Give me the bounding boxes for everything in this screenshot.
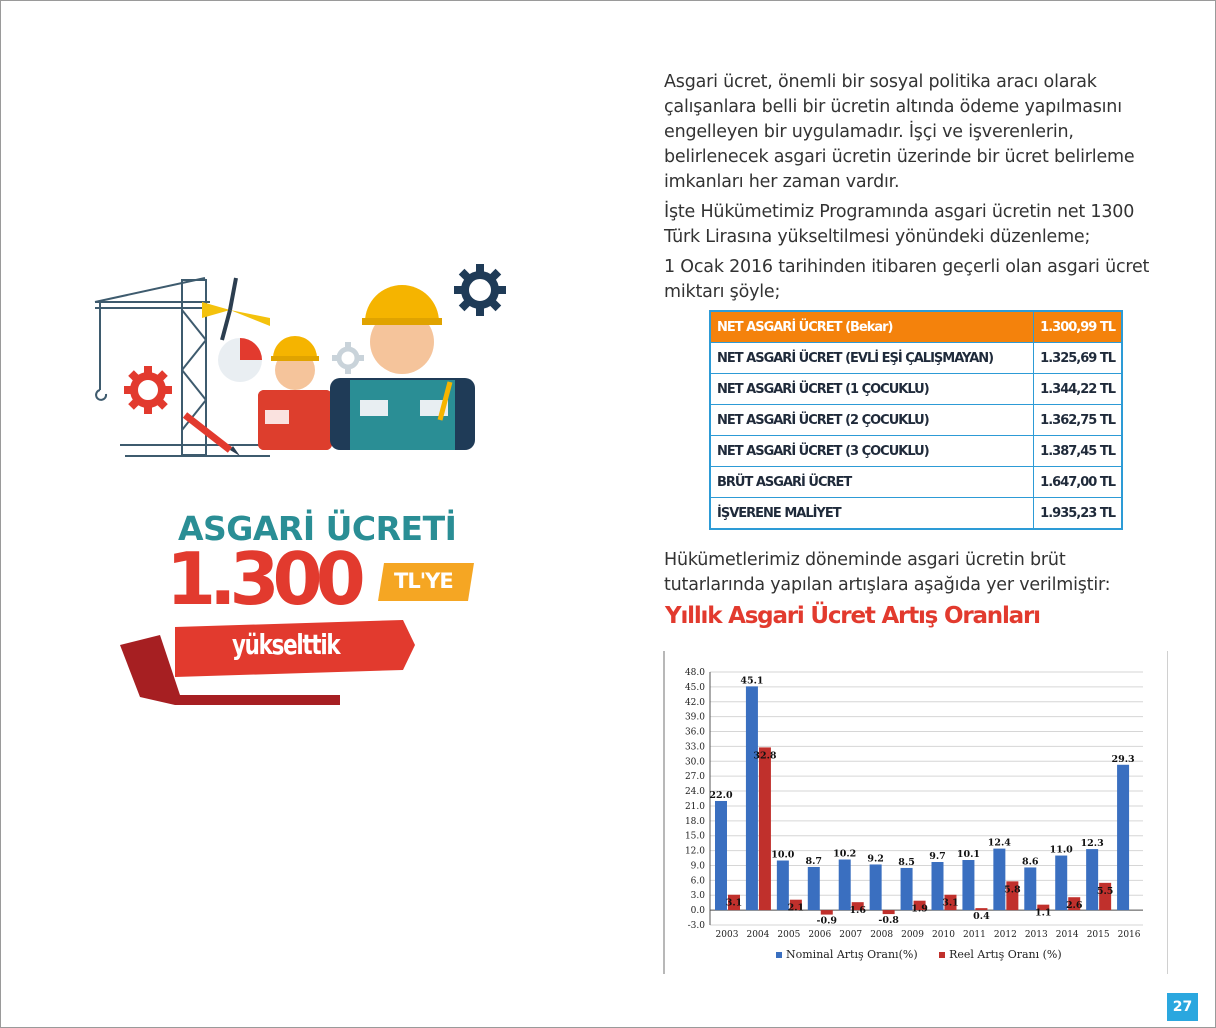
amount-paragraph: 1 Ocak 2016 tarihinden itibaren geçerli olan asgari ücret miktarı şöyle;: [664, 257, 1150, 302]
data-label-nominal: 12.4: [987, 837, 1011, 849]
wage-label: BRÜT ASGARİ ÜCRET: [710, 467, 1034, 498]
data-label-real: 5.5: [1096, 885, 1114, 897]
data-label-real: 1.6: [849, 905, 866, 917]
data-label-real: 1.9: [911, 903, 928, 915]
wage-value: 1.935,23 TL: [1034, 498, 1122, 530]
pie-chart-icon: [218, 338, 262, 382]
data-label-real: 3.1: [942, 897, 959, 909]
wage-row: [710, 405, 1122, 436]
legend-real: [939, 948, 1062, 961]
bar-nominal: [1024, 867, 1036, 910]
bar-nominal: [870, 864, 882, 910]
y-tick-label: 27.0: [684, 772, 705, 783]
data-label-real: -0.9: [816, 915, 838, 927]
bar-nominal: [1086, 849, 1098, 910]
promo-badge: [120, 505, 485, 705]
bar-nominal: [746, 686, 758, 910]
x-tick-label: 2015: [1086, 930, 1110, 940]
legend-nominal: [776, 948, 918, 961]
red-gear-icon: [124, 366, 172, 414]
data-label-nominal: 8.5: [898, 856, 915, 868]
x-tick-label: 2010: [932, 930, 955, 940]
promo-title: ASGARİ ÜCRETİ: [178, 509, 457, 548]
intro-paragraph: Asgari ücret, önemli bir sosyal politika aracı olarak çalışanlara belli bir ücretin altında ödeme yapılmasını engelleyen bir uygulamadır. İşçi ve işverenlerin, belirlenecek asgari ücretin üzerinde bir ücret belirleme imkanları her zaman vardır.: [664, 72, 1135, 192]
data-label-real: 5.8: [1004, 884, 1021, 896]
data-label-nominal: 10.0: [771, 849, 795, 861]
program-paragraph: İşte Hükümetimiz Programında asgari ücretin net 1300 Türk Lirasına yükseltilmesi yönündeki düzenleme;: [664, 202, 1135, 247]
legend-nominal-swatch: [776, 952, 782, 958]
data-label-real: -0.8: [878, 915, 899, 927]
promo-ribbon-text: yükselttik: [232, 628, 340, 661]
x-tick-label: 2007: [839, 930, 863, 940]
y-tick-label: 42.0: [684, 697, 705, 708]
pencil-icon: [185, 415, 240, 456]
chart-heading: Yıllık Asgari Ücret Artış Oranları: [665, 603, 1040, 629]
data-label-real: 2.6: [1065, 900, 1083, 912]
wage-value: 1.300,99 TL: [1034, 311, 1122, 343]
data-label-nominal: 12.3: [1080, 838, 1104, 850]
wage-row: [710, 436, 1122, 467]
wage-table: [709, 310, 1123, 530]
promo-number: 1.300: [166, 537, 359, 621]
wage-row: [710, 467, 1122, 498]
data-label-nominal: 8.6: [1022, 856, 1039, 868]
bar-chart: [663, 651, 1168, 974]
data-label-nominal: 9.7: [929, 850, 946, 862]
y-tick-label: 15.0: [684, 831, 705, 842]
wage-label: NET ASGARİ ÜCRET (EVLİ EŞİ ÇALIŞMAYAN): [710, 343, 1034, 374]
data-label-real: 3.1: [725, 897, 743, 909]
wage-label: İŞVERENE MALİYET: [710, 498, 1034, 530]
y-tick-label: 48.0: [684, 668, 705, 678]
wage-value: 1.387,45 TL: [1034, 436, 1122, 467]
data-label-nominal: 8.7: [805, 855, 823, 867]
wage-label: NET ASGARİ ÜCRET (2 ÇOCUKLU): [710, 405, 1034, 436]
promo-ribbon: [120, 615, 420, 705]
bar-nominal: [962, 860, 974, 910]
y-tick-label: -3.0: [687, 921, 705, 931]
y-tick-label: 6.0: [690, 876, 705, 887]
y-tick-label: 9.0: [690, 861, 705, 872]
promo-tag: [378, 563, 474, 601]
x-tick-label: 2003: [715, 930, 739, 940]
chart-legend: [776, 948, 1080, 961]
y-tick-label: 21.0: [684, 801, 705, 812]
chart-canvas: [663, 651, 1168, 941]
wage-label: NET ASGARİ ÜCRET (Bekar): [710, 311, 1034, 343]
legend-real-label: Reel Artış Oranı (%): [949, 948, 1062, 961]
wage-value: 1.325,69 TL: [1034, 343, 1122, 374]
bar-nominal: [993, 849, 1005, 911]
data-label-nominal: 10.1: [956, 849, 980, 861]
wage-value: 1.344,22 TL: [1034, 374, 1122, 405]
legend-real-swatch: [939, 952, 945, 958]
promo-tag-text: TL'YE: [394, 569, 453, 593]
wage-value: 1.647,00 TL: [1034, 467, 1122, 498]
y-tick-label: 33.0: [684, 742, 705, 753]
y-tick-label: 18.0: [684, 816, 705, 827]
x-tick-label: 2014: [1055, 930, 1079, 940]
bar-nominal: [715, 801, 727, 910]
x-tick-label: 2013: [1024, 930, 1048, 940]
wage-row: [710, 343, 1122, 374]
data-label-real: 1.1: [1035, 907, 1052, 919]
bar-real: [883, 910, 895, 914]
increase-paragraph: Hükümetlerimiz döneminde asgari ücretin brüt tutarlarında yapılan artışlara aşağıda yer verilmiştir:: [664, 550, 1111, 595]
y-tick-label: 36.0: [684, 727, 705, 738]
bar-nominal: [1117, 765, 1129, 910]
data-label-nominal: 10.2: [833, 848, 857, 860]
bar-nominal: [839, 860, 851, 911]
data-label-nominal: 22.0: [709, 789, 733, 801]
x-tick-label: 2009: [901, 930, 925, 940]
x-tick-label: 2011: [962, 930, 986, 940]
y-tick-label: 24.0: [684, 787, 705, 798]
data-label-nominal: 45.1: [740, 675, 764, 687]
bar-nominal: [808, 867, 820, 910]
y-tick-label: 0.0: [690, 906, 705, 917]
data-label-nominal: 9.2: [867, 853, 884, 865]
legend-nominal-label: Nominal Artış Oranı(%): [786, 948, 918, 961]
data-label-real: 32.8: [753, 750, 777, 762]
x-tick-label: 2006: [808, 930, 832, 940]
x-tick-label: 2012: [993, 930, 1017, 940]
y-tick-label: 30.0: [684, 757, 705, 768]
page-number: 27: [1167, 993, 1198, 1021]
windmill-icon: [202, 278, 270, 340]
data-label-real: 2.1: [787, 902, 805, 914]
wage-row: [710, 374, 1122, 405]
worker-small-icon: [258, 336, 332, 450]
bar-real: [821, 910, 833, 914]
y-tick-label: 3.0: [690, 891, 705, 902]
navy-gear-icon: [454, 264, 506, 316]
workers-illustration: [90, 260, 510, 465]
x-tick-label: 2004: [746, 930, 770, 940]
bar-real: [759, 747, 771, 910]
data-label-nominal: 11.0: [1049, 844, 1073, 856]
y-tick-label: 45.0: [684, 682, 705, 693]
x-tick-label: 2005: [777, 930, 801, 940]
wage-value: 1.362,75 TL: [1034, 405, 1122, 436]
wage-label: NET ASGARİ ÜCRET (3 ÇOCUKLU): [710, 436, 1034, 467]
y-tick-label: 39.0: [684, 712, 705, 723]
data-label-nominal: 29.3: [1111, 753, 1135, 765]
bar-real: [975, 908, 987, 910]
x-tick-label: 2016: [1117, 930, 1141, 940]
wage-row: [710, 311, 1122, 343]
wage-row: [710, 498, 1122, 530]
grey-gear-icon: [332, 342, 364, 374]
y-tick-label: 12.0: [684, 846, 705, 857]
data-label-real: 0.4: [973, 911, 990, 923]
wage-label: NET ASGARİ ÜCRET (1 ÇOCUKLU): [710, 374, 1034, 405]
x-tick-label: 2008: [870, 930, 894, 940]
